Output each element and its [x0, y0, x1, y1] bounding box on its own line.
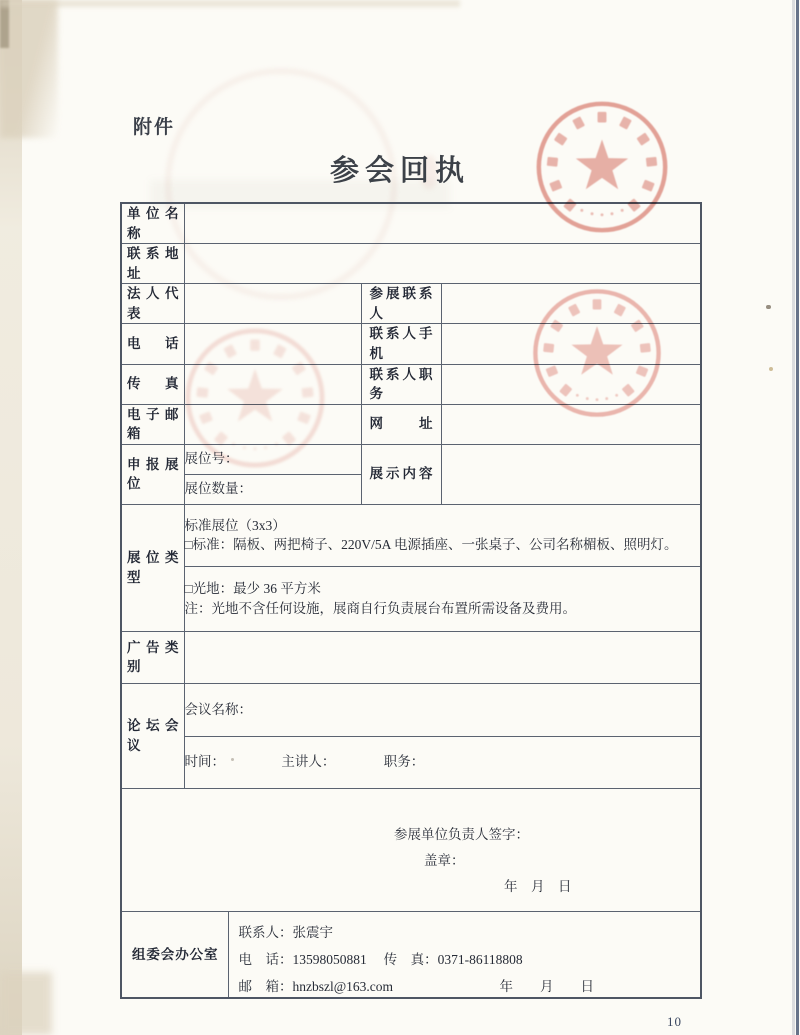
committee-date-line: 年 月 日: [499, 978, 594, 994]
unit-name-value-cell: [184, 203, 701, 244]
attachment-label: 附件: [133, 117, 176, 138]
ad-category-value-cell: [184, 631, 701, 683]
table-row: [121, 911, 701, 998]
committee-label: 组委会办公室: [132, 946, 218, 962]
address-label-cell: [121, 244, 184, 284]
table-row: [121, 444, 701, 474]
mobile-label-cell: [361, 324, 441, 364]
table-row: [121, 631, 701, 683]
table-row: [121, 404, 701, 444]
open-space-title: □光地：最少 36 平方米: [184, 581, 321, 597]
standard-booth-desc: □标准：隔板、两把椅子、220V/5A 电源插座、一张桌子、公司名称楣板、照明灯。: [184, 537, 678, 553]
table-row: [121, 284, 701, 324]
table-row: [121, 683, 701, 736]
ad-category-label: 广告类别: [127, 639, 179, 675]
email-value-cell: [184, 404, 361, 444]
contact-position-label-cell: [361, 364, 441, 404]
exhibitor-contact-label: 参展联系人: [369, 286, 433, 321]
date-line: 年 月 日: [504, 878, 572, 894]
booth-number-cell: [184, 444, 361, 474]
phone-label-cell: [121, 324, 184, 364]
phone-label: 电 话: [127, 336, 179, 352]
signature-cell: [121, 788, 701, 911]
display-content-value-cell: [441, 444, 701, 504]
unit-name-label-cell: [121, 203, 184, 244]
contact-position-label: 联系人职务: [369, 366, 433, 402]
fax-label-cell: [121, 364, 184, 404]
address-value-cell: [184, 244, 701, 284]
legal-rep-label-cell: [121, 284, 184, 324]
committee-info-cell: [228, 911, 701, 998]
scan-corner-mark: [0, 0, 9, 48]
seal-line: 盖章：: [424, 852, 465, 868]
position-label: 职务：: [383, 754, 425, 770]
meeting-name-label: 会议名称：: [184, 701, 252, 717]
fax-label: 传 真: [127, 376, 179, 392]
table-row: [121, 504, 701, 566]
table-row: [121, 203, 701, 244]
forum-label: 论坛会议: [127, 718, 179, 753]
display-content-label: 展示内容: [369, 466, 433, 482]
mobile-value-cell: [441, 324, 701, 364]
booth-application-label: 申报展位: [127, 456, 179, 492]
booth-quantity-label: 展位数量：: [184, 481, 252, 497]
speaker-label: 主讲人：: [281, 754, 336, 770]
booth-number-label: 展位号：: [184, 451, 239, 467]
website-label: 网 址: [369, 416, 433, 432]
legal-rep-value-cell: [184, 284, 361, 324]
website-label-cell: [361, 404, 441, 444]
fax-value-cell: [184, 364, 361, 404]
phone-value-cell: [184, 324, 361, 364]
table-row: [121, 364, 701, 404]
booth-application-label-cell: [121, 444, 184, 504]
open-space-cell: [184, 566, 701, 631]
contact-position-value-cell: [441, 364, 701, 404]
committee-email: 邮 箱：hnzbszl@163.com: [238, 978, 394, 994]
page-title: 参会回执: [329, 155, 470, 187]
email-label-cell: [121, 404, 184, 444]
committee-phone-fax: 电 话：13598050881 传 真：0371-86118808: [238, 951, 523, 967]
scan-bottom-left-corner: [0, 972, 52, 1035]
table-row: [121, 566, 701, 631]
unit-name-label: 单位名称: [127, 206, 179, 241]
ad-category-label-cell: [121, 631, 184, 683]
table-row: [121, 244, 701, 284]
mobile-label: 联系人手机: [369, 326, 433, 361]
table-row: [121, 324, 701, 364]
legal-rep-label: 法人代表: [127, 286, 179, 321]
meeting-detail-cell: [184, 736, 701, 788]
committee-label-cell: [121, 911, 228, 998]
scan-top-edge: [0, 0, 460, 7]
exhibitor-contact-label-cell: [361, 284, 441, 324]
scan-speck: [769, 367, 773, 371]
booth-type-label: 展位类型: [127, 550, 179, 585]
meeting-name-cell: [184, 683, 701, 736]
address-label: 联系地址: [127, 246, 179, 281]
signature-line: 参展单位负责人签字：: [394, 826, 529, 842]
booth-quantity-cell: [184, 474, 361, 504]
table-row: [121, 736, 701, 788]
email-label: 电子邮箱: [127, 406, 179, 442]
website-value-cell: [441, 404, 701, 444]
standard-booth-cell: [184, 504, 701, 566]
forum-label-cell: [121, 683, 184, 788]
table-row: [121, 788, 701, 911]
scan-speck: [766, 305, 771, 309]
booth-type-label-cell: [121, 504, 184, 631]
exhibitor-contact-value-cell: [441, 284, 701, 324]
open-space-note: 注：光地不含任何设施，展商自行负责展台布置所需设备及费用。: [184, 600, 576, 616]
display-content-label-cell: [361, 444, 441, 504]
form-table: [120, 202, 702, 999]
time-label: 时间：: [184, 754, 225, 770]
committee-contact: 联系人：张震宇: [238, 924, 333, 940]
page-number: 10: [667, 1014, 682, 1029]
standard-booth-title: 标准展位（3x3）: [184, 517, 286, 533]
